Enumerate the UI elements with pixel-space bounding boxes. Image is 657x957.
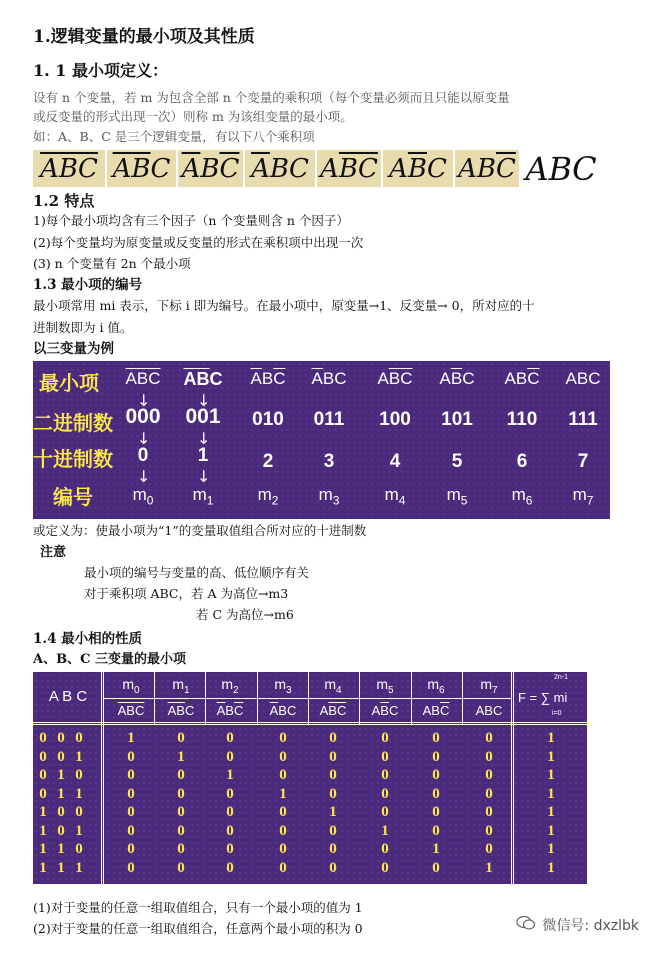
panel-minterm-id: $m_2$	[257, 485, 279, 508]
m-header-term: $AB\overline{C}$	[422, 703, 450, 718]
note-line2: 对于乘积项 ABC，若 A 为高位→m3	[84, 586, 289, 601]
s11-paragraph-line2: 或反变量的形式出现一次）则称 m 为该组变量的最小项。	[33, 109, 353, 124]
m-cell: 1	[177, 748, 185, 765]
f-cell: 1	[547, 730, 555, 746]
panel-decimal: 0	[137, 445, 149, 466]
panel-binary: 010	[252, 409, 284, 430]
m-cell: 0	[127, 748, 135, 765]
s13-paragraph-line1: 最小项常用 mi 表示，下标 i 即为编号。在最小项中，原变量→1、反变量→ 0，所对应的十	[33, 298, 535, 313]
table-divider	[103, 698, 511, 699]
m-cell: 0	[226, 730, 234, 746]
table-divider	[462, 672, 463, 724]
panel-minterm: ABC	[565, 369, 601, 388]
panel-minterm-id: $m_6$	[511, 485, 533, 508]
m-header: $m_1$	[172, 676, 190, 696]
abc-cell: 1	[75, 822, 83, 839]
section-1-4-heading: 1.4 最小相的性质	[33, 631, 143, 647]
m-cell: 0	[381, 859, 389, 876]
m-cell: 0	[432, 767, 440, 783]
m-cell: 0	[279, 859, 287, 876]
m-cell: 0	[485, 841, 493, 857]
abc-term	[245, 150, 315, 187]
panel-minterm-id: $m_1$	[192, 485, 214, 508]
m-cell: 0	[432, 785, 440, 802]
alt-definition: 或定义为：使最小项为“1”的变量取值组合所对应的十进制数	[33, 523, 367, 538]
abc-cell: 0	[57, 730, 65, 746]
abc-term	[383, 150, 453, 187]
down-arrow-icon: ↓	[137, 467, 151, 486]
panel-decimal: 1	[197, 445, 209, 466]
s13-paragraph-line2: 进制数即为 i 值。	[33, 320, 133, 335]
example-label: 以三变量为例	[33, 341, 114, 357]
abc-term-letter: C	[288, 153, 309, 184]
abc-term-letter: A	[525, 149, 549, 188]
m-cell: 0	[381, 841, 389, 857]
m-header: $m_3$	[274, 676, 292, 696]
abc-term-letter: C	[572, 149, 597, 188]
panel-minterm-id: $m_5$	[446, 485, 468, 508]
m-cell: 1	[381, 822, 389, 839]
m-cell: 0	[329, 822, 337, 839]
m-cell: 1	[485, 859, 493, 876]
panel-binary: 001	[185, 405, 221, 428]
m-cell: 0	[177, 730, 185, 746]
table-divider	[103, 672, 104, 884]
m-header: $m_0$	[122, 676, 140, 696]
f-header: 2n-1 F = ∑ mi i=0	[518, 674, 569, 717]
minterm-numbering-panel	[33, 361, 610, 519]
m-cell: 0	[279, 804, 287, 820]
panel-minterm: $\overline{A}\overline{B}\overline{C}$	[125, 369, 161, 388]
panel-binary: 110	[506, 409, 538, 430]
panel-minterm: $\overline{A}\overline{B}C$	[183, 369, 223, 389]
m-cell: 1	[127, 730, 135, 746]
m-header-term: $A\overline{B}C$	[371, 703, 399, 718]
m-cell: 0	[226, 859, 234, 876]
m-cell: 0	[381, 767, 389, 783]
var-header: A B C	[48, 688, 88, 705]
abc-cell: 0	[57, 804, 65, 820]
m-cell: 0	[127, 822, 135, 839]
m-cell: 0	[127, 785, 135, 802]
m-header: $m_7$	[480, 676, 498, 696]
f-cell: 1	[547, 822, 555, 839]
row-label-decimal: 十进制数	[33, 447, 113, 471]
abc-cell: 1	[57, 859, 65, 876]
panel-binary: 000	[125, 405, 161, 428]
panel-decimal: 6	[516, 451, 528, 472]
m-cell: 0	[226, 804, 234, 820]
abc-term-letter: B	[200, 153, 220, 184]
section-1-3-heading: 1.3 最小项的编号	[33, 277, 143, 293]
abc-term-letter: B	[269, 153, 289, 184]
abc-term-letter: C	[150, 153, 171, 184]
m-cell: 0	[485, 785, 493, 802]
panel-minterm-id: $m_0$	[132, 485, 154, 508]
panel-binary: 111	[568, 409, 598, 430]
note-line3: 若 C 为高位→m6	[196, 607, 294, 622]
table-divider	[513, 672, 514, 884]
m-cell: 0	[177, 785, 185, 802]
panel-minterm-id: $m_4$	[384, 485, 406, 508]
note-line1: 最小项的编号与变量的高、低位顺序有关	[84, 565, 310, 580]
m-cell: 0	[279, 841, 287, 857]
down-arrow-icon: ↓	[197, 429, 211, 448]
panel-decimal: 7	[577, 451, 589, 472]
feature-item: (3) n 个变量有 2n 个最小项	[33, 256, 191, 271]
m-cell: 0	[177, 767, 185, 783]
row-label-binary: 二进制数	[33, 411, 113, 435]
row-label-minterm: 最小项	[39, 371, 99, 395]
m-cell: 0	[329, 785, 337, 802]
m-cell: 0	[329, 748, 337, 765]
abc-cell: 1	[75, 748, 83, 765]
m-cell: 0	[485, 748, 493, 765]
m-cell: 0	[177, 859, 185, 876]
m-cell: 0	[329, 841, 337, 857]
abc-term-letter: $\overline{C}$	[219, 153, 240, 184]
m-cell: 0	[432, 804, 440, 820]
m-header-term: $\overline{A}BC$	[269, 703, 297, 718]
abc-cell: 1	[39, 859, 47, 876]
abc-term	[455, 150, 519, 187]
s14-subheading: A、B、C 三变量的最小项	[33, 652, 186, 667]
abc-term-letter: A	[458, 153, 477, 184]
m-cell: 1	[279, 785, 287, 802]
wechat-icon	[516, 915, 536, 935]
abc-cell: 1	[75, 785, 83, 802]
abc-term-letter: $\overline{B}$	[131, 153, 151, 184]
m-cell: 0	[226, 822, 234, 839]
abc-cell: 0	[39, 730, 47, 746]
m-cell: 0	[177, 841, 185, 857]
abc-term-letter: B	[548, 149, 573, 188]
abc-cell: 0	[39, 785, 47, 802]
m-cell: 0	[381, 748, 389, 765]
abc-term-letter: $\overline{A}$	[251, 153, 270, 184]
m-header: $m_5$	[376, 676, 394, 696]
property-1: (1)对于变量的任意一组取值组合，只有一个最小项的值为 1	[33, 900, 363, 915]
panel-decimal: 5	[451, 451, 463, 472]
abc-term-letter: C	[426, 153, 447, 184]
abc-term	[107, 150, 176, 187]
table-divider	[33, 724, 587, 725]
m-header-term: $\overline{A}B\overline{C}$	[216, 703, 244, 718]
abc-term	[33, 150, 105, 187]
f-cell: 1	[547, 748, 555, 765]
abc-cell: 0	[75, 730, 83, 746]
page-title: 1.逻辑变量的最小项及其性质	[33, 27, 255, 47]
section-1-2-heading: 1.2 特点	[33, 192, 95, 210]
m-cell: 0	[329, 767, 337, 783]
down-arrow-icon: ↓	[197, 467, 211, 486]
watermark-text: 微信号: dxzlbk	[542, 918, 639, 934]
m-cell: 0	[485, 767, 493, 783]
panel-binary: 101	[441, 409, 473, 430]
m-cell: 0	[127, 767, 135, 783]
f-cell: 1	[547, 841, 555, 857]
m-cell: 0	[432, 859, 440, 876]
m-cell: 0	[485, 730, 493, 746]
m-cell: 0	[279, 748, 287, 765]
wechat-watermark	[516, 915, 639, 935]
abc-cell: 1	[75, 859, 83, 876]
panel-minterm: $\overline{A}B\overline{C}$	[250, 369, 286, 388]
m-header: $m_4$	[324, 676, 342, 696]
m-cell: 0	[177, 804, 185, 820]
m-cell: 1	[432, 841, 440, 857]
abc-term-letter: B	[476, 153, 496, 184]
panel-decimal: 2	[262, 451, 274, 472]
abc-cell: 1	[39, 804, 47, 820]
abc-cell: 0	[75, 841, 83, 857]
m-cell: 0	[432, 748, 440, 765]
panel-minterm: $\overline{A}BC$	[311, 369, 347, 388]
note-label: 注意	[40, 545, 67, 560]
row-label-id: 编号	[53, 485, 93, 509]
m-cell: 0	[226, 748, 234, 765]
m-cell: 0	[381, 804, 389, 820]
m-cell: 0	[127, 841, 135, 857]
m-cell: 0	[226, 785, 234, 802]
abc-term-letter: $\overline{C}$	[77, 153, 98, 184]
abc-cell: 0	[57, 748, 65, 765]
property-2: (2)对于变量的任意一组取值组合，任意两个最小项的积为 0	[33, 921, 363, 936]
m-cell: 0	[381, 730, 389, 746]
abc-term-letter: A	[320, 153, 339, 184]
f-cell: 1	[547, 859, 555, 876]
s11-paragraph-line1: 设有 n 个变量，若 m 为包含全部 n 个变量的乘积项（每个变量必须而且只能以原变量	[33, 90, 510, 105]
m-cell: 0	[127, 859, 135, 876]
f-cell: 1	[547, 767, 555, 783]
down-arrow-icon: ↓	[137, 391, 151, 410]
abc-cell: 0	[75, 804, 83, 820]
m-cell: 0	[279, 822, 287, 839]
abc-cell: 1	[57, 767, 65, 783]
panel-minterm-id: $m_3$	[318, 485, 340, 508]
abc-term-letter: A	[389, 153, 408, 184]
m-header-term: $A\overline{B}\overline{C}$	[319, 703, 347, 718]
table-divider	[33, 722, 587, 723]
m-cell: 0	[279, 767, 287, 783]
m-header: $m_6$	[427, 676, 445, 696]
abc-term-letter: $\overline{A}$	[40, 153, 59, 184]
abc-term	[317, 150, 381, 187]
abc-term-letter: $\overline{B}$	[338, 153, 358, 184]
m-cell: 0	[329, 730, 337, 746]
abc-term-letter: $\overline{C}$	[357, 153, 378, 184]
abc-cell: 1	[57, 841, 65, 857]
panel-decimal: 4	[389, 451, 401, 472]
m-cell: 0	[329, 859, 337, 876]
section-1-1-heading: 1. 1 最小项定义：	[33, 61, 168, 80]
table-divider	[359, 672, 360, 724]
panel-minterm-id: $m_7$	[572, 485, 594, 508]
feature-item: 1)每个最小项均含有三个因子（n 个变量则含 n 个因子）	[33, 213, 349, 228]
m-cell: 0	[279, 730, 287, 746]
table-divider	[101, 672, 102, 884]
abc-cell: 0	[57, 822, 65, 839]
m-header-term: $\overline{A}\overline{B}\overline{C}$	[117, 703, 145, 718]
panel-decimal: 3	[323, 451, 335, 472]
m-cell: 0	[432, 730, 440, 746]
m-cell: 0	[381, 785, 389, 802]
abc-cell: 1	[39, 822, 47, 839]
panel-minterm: $AB\overline{C}$	[504, 369, 540, 388]
f-cell: 1	[547, 804, 555, 820]
abc-cell: 0	[75, 767, 83, 783]
down-arrow-icon: ↓	[137, 429, 151, 448]
abc-cell: 0	[39, 767, 47, 783]
abc-term-letter: $\overline{A}$	[181, 153, 201, 184]
abc-term-letter: $\overline{C}$	[495, 153, 516, 184]
down-arrow-icon: ↓	[197, 391, 211, 410]
m-cell: 0	[127, 804, 135, 820]
m-header: $m_2$	[221, 676, 239, 696]
m-cell: 0	[485, 804, 493, 820]
panel-minterm: $A\overline{B}C$	[439, 369, 475, 388]
abc-term-letter: $\overline{B}$	[58, 153, 78, 184]
abc-term	[521, 150, 601, 187]
panel-binary: 100	[379, 409, 411, 430]
m-header-term: ABC	[475, 703, 503, 718]
abc-term-letter: $\overline{A}$	[112, 153, 132, 184]
m-cell: 1	[226, 767, 234, 783]
m-header-term: $\overline{A}\overline{B}C$	[167, 703, 195, 718]
panel-minterm: $A\overline{B}\overline{C}$	[377, 369, 413, 388]
s11-example-line: 如：A、B、C 是三个逻辑变量，有以下八个乘积项	[33, 129, 315, 144]
m-cell: 1	[329, 804, 337, 820]
abc-term-letter: $\overline{B}$	[407, 153, 427, 184]
abc-cell: 1	[39, 841, 47, 857]
abc-term	[178, 150, 243, 187]
abc-cell: 1	[57, 785, 65, 802]
minterm-truth-table	[33, 672, 587, 884]
m-cell: 0	[177, 822, 185, 839]
panel-binary: 011	[313, 409, 345, 430]
feature-item: (2)每个变量均为原变量或反变量的形式在乘积项中出现一次	[33, 235, 364, 250]
table-divider	[257, 672, 258, 724]
m-cell: 0	[226, 841, 234, 857]
f-cell: 1	[547, 785, 555, 802]
abc-cell: 0	[39, 748, 47, 765]
m-cell: 0	[485, 822, 493, 839]
m-cell: 0	[432, 822, 440, 839]
